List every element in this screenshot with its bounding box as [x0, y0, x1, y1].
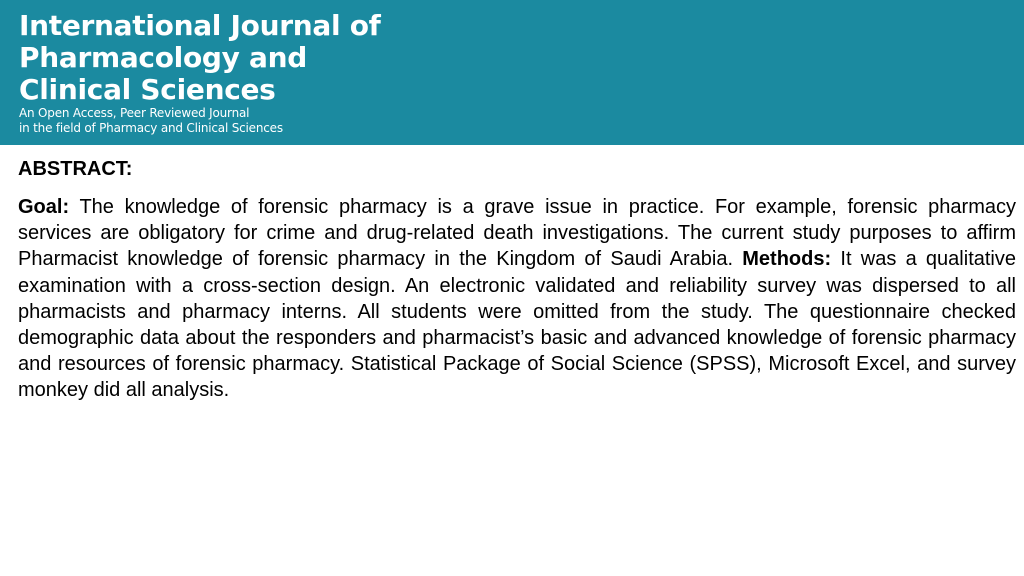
journal-title-line: International Journal of [19, 9, 381, 42]
journal-banner [0, 0, 1024, 145]
methods-label: Methods: [742, 248, 832, 271]
journal-title-line: Clinical Sciences [19, 73, 276, 106]
abstract-body [18, 194, 1016, 404]
journal-title [19, 10, 539, 106]
methods-text: It was a qualitative examination with a cross-section design. An electronic validated and reliability survey was dispersed to all pharmacists and pharmacy interns. All students were omitted from the study. The questionnaire checked demographic data about the responders and pharmacist’s basic and advanced knowledge of forensic pharmacy and resources of forensic pharmacy. Statistical Package of Social Science (SPSS), Microsoft Excel, and survey monkey did all analysis. [18, 248, 1016, 402]
abstract-heading: ABSTRACT: [18, 158, 133, 180]
goal-text: The knowledge of forensic pharmacy is a grave issue in practice. For example, forensic pharmacy services are obligatory for crime and drug-related death investigations. The current study purposes to affirm Pharmacist knowledge of forensic pharmacy in the Kingdom of Saudi Arabia. [18, 196, 1016, 271]
journal-subtitle [19, 106, 419, 136]
goal-label: Goal: [18, 196, 70, 218]
journal-title-line: Pharmacology and [19, 41, 308, 74]
journal-subtitle-line: in the field of Pharmacy and Clinical Sciences [19, 121, 283, 135]
journal-subtitle-line: An Open Access, Peer Reviewed Journal [19, 106, 250, 120]
